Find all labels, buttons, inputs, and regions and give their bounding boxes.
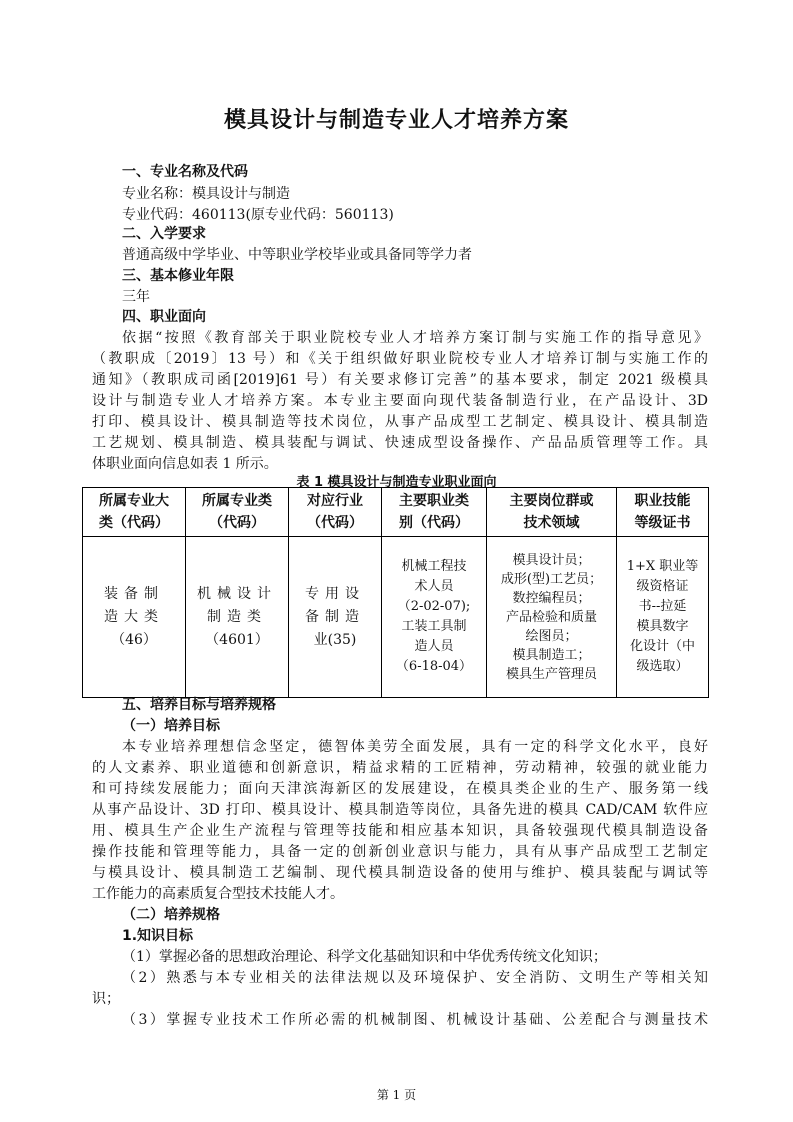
paragraph-line: 通知》（教职成司函[2019]61 号）有关要求修订完善”的基本要求，制定 2021 级模具: [92, 372, 708, 388]
table-cell: 机械工程技 术人员 （2-02-07); 工装工具制 造人员 （6-18-04）: [382, 537, 487, 698]
knowledge-item-1: （1）掌握必备的思想政治理论、科学文化基础知识和中华优秀传统文化知识；: [122, 949, 607, 965]
paragraph-line: 设计与制造专业人才培养方案。本专业主要面向现代装备制造行业，在产品设计、3D: [92, 393, 708, 409]
subsection-goal-heading: （一）培养目标: [122, 718, 220, 734]
subsection-spec-heading: （二）培养规格: [122, 907, 220, 923]
knowledge-goal-heading: 1.知识目标: [122, 928, 194, 944]
header-cell: 所属专业大 类（代码）: [83, 488, 186, 537]
header-cell: 对应行业 （代码）: [289, 488, 382, 537]
paragraph-line: 依据“按照《教育部关于职业院校专业人才培养方案订制与实施工作的指导意见》: [122, 330, 708, 346]
major-name-line: 专业名称：模具设计与制造: [122, 186, 290, 202]
table-cell: 1+X 职业等 级资格证 书--拉延 模具数字 化设计（中 级选取）: [617, 537, 709, 698]
knowledge-item-2: （2）熟悉与本专业相关的法律法规以及环境保护、安全消防、文明生产等相关知: [122, 970, 708, 986]
header-cell: 主要岗位群或 技术领域: [487, 488, 617, 537]
section-4-heading: 四、职业面向: [122, 309, 206, 325]
table-caption: 表 1 模具设计与制造专业职业面向: [296, 475, 497, 490]
duration-text: 三年: [122, 289, 150, 305]
paragraph-line: 从事产品设计、3D 打印、模具设计、模具制造等岗位，具备先进的模具 CAD/CAM 软件应: [92, 802, 708, 818]
table-header-row: [83, 488, 709, 537]
table-cell: 专用设 备制造 业(35): [289, 537, 382, 698]
knowledge-item-2-cont: 识；: [92, 991, 120, 1007]
paragraph-line: 与模具设计、模具制造工艺编制、现代模具制造设备的使用与维护、模具装配与调试等: [92, 865, 708, 881]
table-cell: 机械设计 制造类 （4601）: [186, 537, 289, 698]
section-3-heading: 三、基本修业年限: [122, 268, 234, 284]
knowledge-item-3: （3）掌握专业技术工作所必需的机械制图、机械设计基础、公差配合与测量技术: [122, 1012, 708, 1028]
paragraph-line: （教职成〔2019〕13 号）和《关于组织做好职业院校专业人才培养订制与实施工作的: [92, 351, 708, 367]
paragraph-line: 用、模具生产企业生产流程与管理等技能和相应基本知识，具备较强现代模具制造设备: [92, 823, 708, 839]
paragraph-line: 打印、模具设计、模具制造等技术岗位，从事产品成型工艺制定、模具设计、模具制造: [92, 414, 708, 430]
paragraph-line: 的人文素养、职业道德和创新意识，精益求精的工匠精神，劳动精神，较强的就业能力: [92, 760, 708, 776]
paragraph-line: 本专业培养理想信念坚定，德智体美劳全面发展，具有一定的科学文化水平，良好: [122, 739, 708, 755]
table-cell: 装备制 造大类 （46）: [83, 537, 186, 698]
paragraph-line: 工作能力的高素质复合型技术技能人才。: [92, 886, 344, 902]
page-number: 第 1 页: [376, 1088, 417, 1102]
table-cell: 模具设计员； 成形(型)工艺员； 数控编程员； 产品检验和质量 绘图员； 模具制造工； 模具生产管理员: [487, 537, 617, 698]
paragraph-line: 体职业面向信息如表 1 所示。: [92, 456, 278, 472]
major-code-line: 专业代码：460113(原专业代码：560113): [122, 207, 394, 223]
paragraph-line: 操作技能和管理等能力，具备一定的创新创业意识与能力，具有从事产品成型工艺制定: [92, 844, 708, 860]
admission-text: 普通高级中学毕业、中等职业学校毕业或具备同等学力者: [122, 247, 472, 263]
section-2-heading: 二、入学要求: [122, 226, 206, 242]
section-1-heading: 一、专业名称及代码: [122, 164, 248, 180]
section-5-heading: 五、培养目标与培养规格: [122, 697, 276, 713]
header-cell: 所属专业类 （代码）: [186, 488, 289, 537]
header-cell: 职业技能 等级证书: [617, 488, 709, 537]
paragraph-line: 和可持续发展能力；面向天津滨海新区的发展建设，在模具类企业的生产、服务第一线: [92, 781, 708, 797]
page-title: 模具设计与制造专业人才培养方案: [223, 108, 569, 133]
table-row: [83, 537, 709, 698]
paragraph-line: 工艺规划、模具制造、模具装配与调试、快速成型设备操作、产品品质管理等工作。具: [92, 435, 708, 451]
career-table: [82, 487, 709, 698]
header-cell: 主要职业类 别（代码）: [382, 488, 487, 537]
